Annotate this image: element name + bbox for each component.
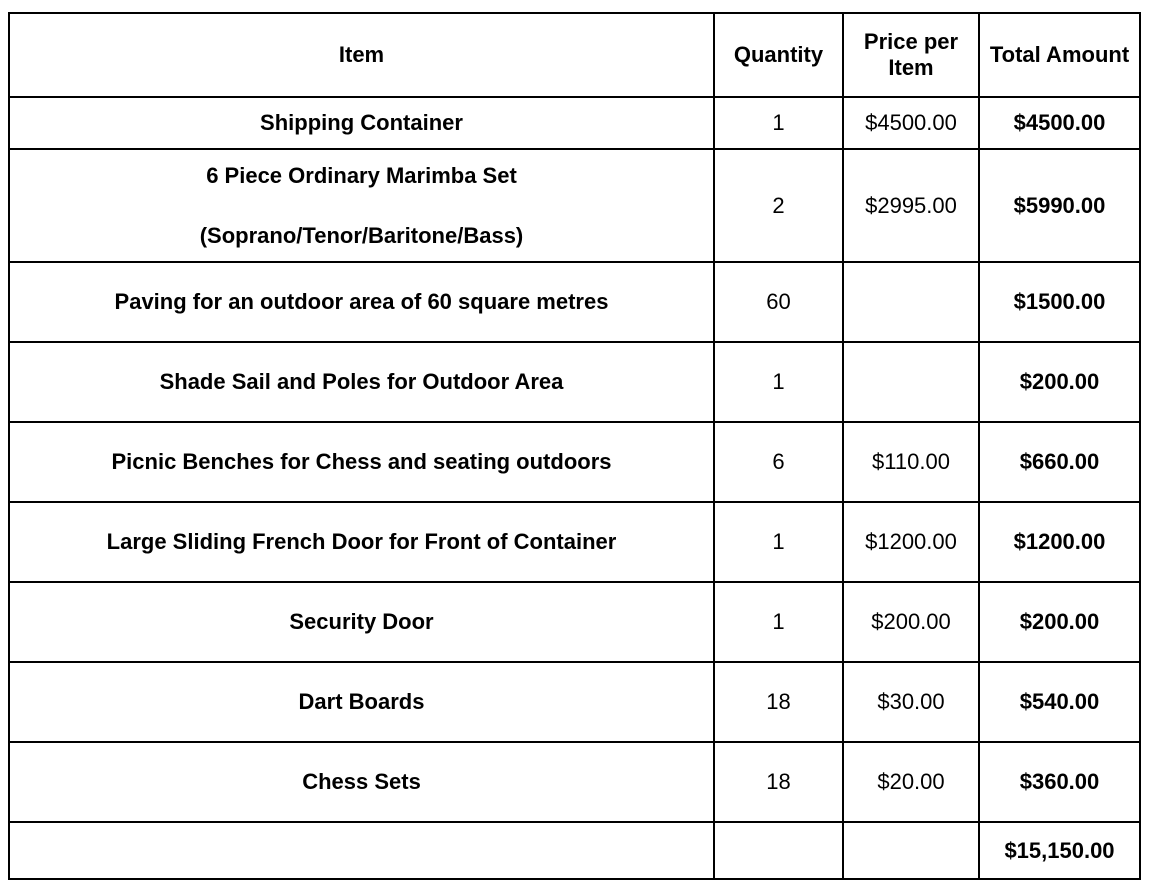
total-cell: $200.00: [979, 582, 1140, 662]
table-row: [9, 262, 1140, 342]
total-cell: $540.00: [979, 662, 1140, 742]
total-cell: $200.00: [979, 342, 1140, 422]
price-cell: $200.00: [843, 582, 979, 662]
grand-total-row: [9, 822, 1140, 879]
item-name-detail: (Soprano/Tenor/Baritone/Bass): [199, 222, 524, 248]
item-cell: [9, 262, 714, 342]
table-row: [9, 582, 1140, 662]
item-name: 6 Piece Ordinary Marimba Set: [206, 162, 517, 188]
item-name: Dart Boards: [298, 689, 425, 714]
price-cell: $2995.00: [843, 149, 979, 262]
item-name: Large Sliding French Door for Front of Container: [106, 529, 617, 554]
item-cell: [9, 342, 714, 422]
table-row: [9, 422, 1140, 502]
table-row: [9, 342, 1140, 422]
empty-cell: [843, 822, 979, 879]
quantity-cell: 1: [714, 97, 843, 149]
item-cell: [9, 742, 714, 822]
item-cell: [9, 97, 714, 149]
header-total-amount: Total Amount: [979, 13, 1140, 97]
price-cell: $1200.00: [843, 502, 979, 582]
item-cell: [9, 662, 714, 742]
header-quantity: Quantity: [714, 13, 843, 97]
grand-total-cell: $15,150.00: [979, 822, 1140, 879]
item-name: Picnic Benches for Chess and seating outdoors: [111, 449, 612, 474]
budget-table: [8, 12, 1141, 880]
item-name: Shade Sail and Poles for Outdoor Area: [159, 369, 564, 394]
price-cell: $4500.00: [843, 97, 979, 149]
item-cell: [9, 502, 714, 582]
header-row: [9, 13, 1140, 97]
total-cell: $1200.00: [979, 502, 1140, 582]
total-cell: $660.00: [979, 422, 1140, 502]
total-cell: $5990.00: [979, 149, 1140, 262]
price-cell: $20.00: [843, 742, 979, 822]
item-name: Chess Sets: [302, 769, 421, 794]
quantity-cell: 6: [714, 422, 843, 502]
quantity-cell: 18: [714, 742, 843, 822]
price-cell: $30.00: [843, 662, 979, 742]
quantity-cell: 2: [714, 149, 843, 262]
item-cell: [9, 582, 714, 662]
total-cell: $4500.00: [979, 97, 1140, 149]
table-row: [9, 97, 1140, 149]
quantity-cell: 18: [714, 662, 843, 742]
quantity-cell: 60: [714, 262, 843, 342]
item-name: Paving for an outdoor area of 60 square metres: [114, 289, 609, 314]
item-name: Shipping Container: [260, 110, 463, 135]
header-item: Item: [9, 13, 714, 97]
total-cell: $1500.00: [979, 262, 1140, 342]
table-row: [9, 742, 1140, 822]
quantity-cell: 1: [714, 502, 843, 582]
table-row: [9, 662, 1140, 742]
empty-cell: [714, 822, 843, 879]
table-row: [9, 149, 1140, 262]
item-cell: [9, 149, 714, 262]
price-cell: [843, 342, 979, 422]
empty-cell: [9, 822, 714, 879]
price-cell: $110.00: [843, 422, 979, 502]
price-cell: [843, 262, 979, 342]
total-cell: $360.00: [979, 742, 1140, 822]
quantity-cell: 1: [714, 342, 843, 422]
item-name: Security Door: [289, 609, 434, 634]
item-cell: [9, 422, 714, 502]
quantity-cell: 1: [714, 582, 843, 662]
table-row: [9, 502, 1140, 582]
header-price-per-item: Price per Item: [843, 13, 979, 97]
